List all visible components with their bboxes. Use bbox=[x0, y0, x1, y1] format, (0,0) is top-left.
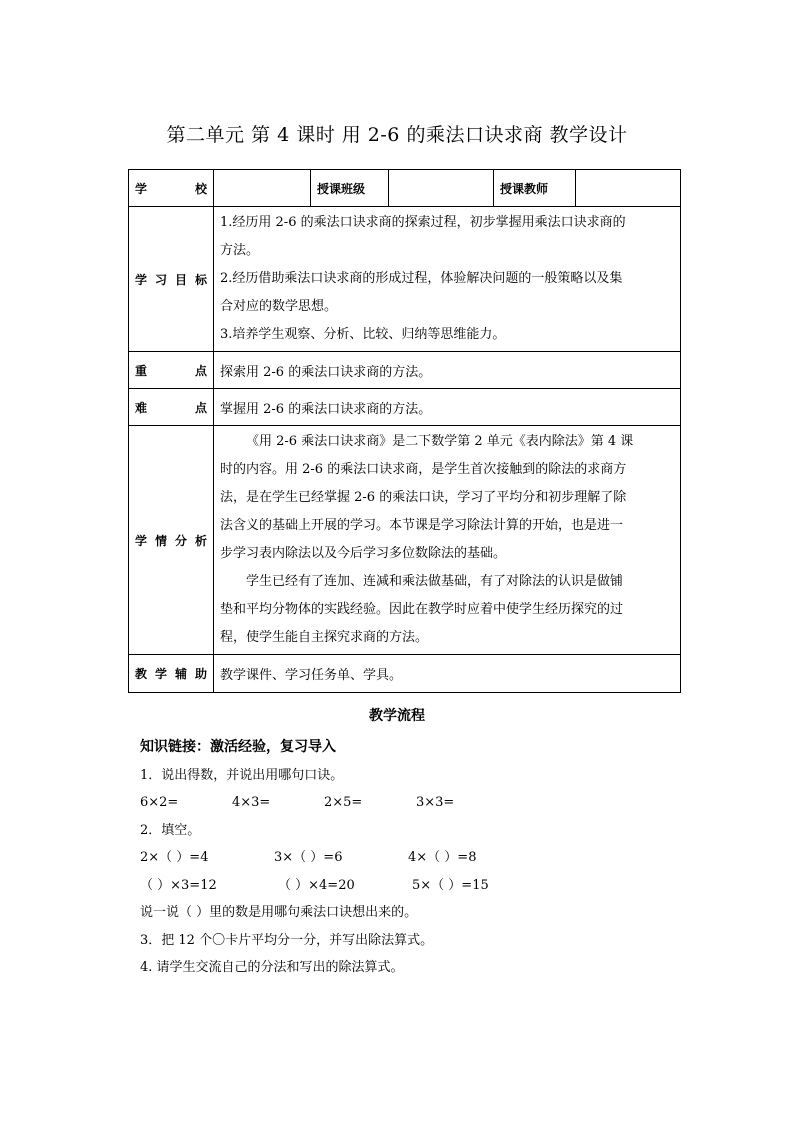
analysis-line: 步学习表内除法以及今后学习多位数除法的基础。 bbox=[220, 546, 507, 561]
class-value[interactable] bbox=[389, 170, 494, 207]
goal-line: 合对应的数学思想。 bbox=[220, 299, 338, 314]
analysis-line: 垫和平均分物体的实践经验。因此在教学时应着中使学生经历探究的过 bbox=[220, 602, 624, 617]
key-label: 重 点 bbox=[129, 352, 214, 389]
question-4: 4. 请学生交流自己的分法和写出的除法算式。 bbox=[140, 960, 404, 975]
q2-item: 3×（ ）=6 bbox=[274, 850, 343, 865]
school-label: 学 校 bbox=[129, 170, 214, 207]
flow-heading: 知识链接：激活经验，复习导入 bbox=[140, 739, 336, 755]
analysis-line: 学生已经有了连加、连减和乘法做基础，有了对除法的认识是做铺 bbox=[246, 574, 624, 589]
question-2-row-2 bbox=[140, 872, 700, 900]
analysis-content bbox=[214, 426, 681, 655]
question-3: 3．把 12 个〇卡片平均分一分，并写出除法算式。 bbox=[140, 932, 434, 948]
info-row-difficult bbox=[129, 389, 681, 426]
page-title: 第二单元 第 4 课时 用 2-6 的乘法口诀求商 教学设计 bbox=[166, 124, 628, 146]
question-1: 1．说出得数，并说出用哪句口诀。 bbox=[140, 767, 344, 783]
info-row-key bbox=[129, 352, 681, 389]
analysis-line: 《用 2-6 乘法口诀求商》是二下数学第 2 单元《表内除法》第 4 课 bbox=[246, 434, 634, 449]
analysis-line: 时的内容。用 2-6 的乘法口诀求商，是学生首次接触到的除法的求商方 bbox=[220, 462, 627, 477]
class-label: 授课班级 bbox=[311, 170, 389, 207]
q1-item: 2×5= bbox=[324, 795, 363, 810]
flow-title: 教学流程 bbox=[369, 708, 425, 724]
info-row-analysis bbox=[129, 426, 681, 655]
teacher-value[interactable] bbox=[576, 170, 681, 207]
question-1-items bbox=[140, 789, 700, 817]
q2-item: （ ）×4=20 bbox=[278, 877, 355, 893]
school-value[interactable] bbox=[214, 170, 311, 207]
q2-item: 4×（ ）=8 bbox=[408, 850, 477, 865]
difficult-value: 掌握用 2-6 的乘法口诀求商的方法。 bbox=[214, 389, 681, 426]
goal-line: 1.经历用 2-6 的乘法口诀求商的探索过程，初步掌握用乘法口诀求商的 bbox=[220, 215, 626, 230]
analysis-line: 程，使学生能自主探究求商的方法。 bbox=[220, 630, 429, 645]
q2-item: 5×（ ）=15 bbox=[412, 877, 489, 893]
q2-item: 2×（ ）=4 bbox=[140, 850, 209, 865]
lesson-info-table bbox=[128, 169, 681, 693]
info-row-header bbox=[129, 170, 681, 207]
q1-item: 3×3= bbox=[416, 795, 455, 810]
goals-label: 学习目标 bbox=[129, 207, 214, 352]
aids-value: 教学课件、学习任务单、学具。 bbox=[214, 655, 681, 693]
goal-line: 方法。 bbox=[220, 243, 260, 258]
goal-line: 3.培养学生观察、分析、比较、归纳等思维能力。 bbox=[220, 327, 506, 342]
analysis-line: 法，是在学生已经掌握 2-6 的乘法口诀，学习了平均分和初步理解了除 bbox=[220, 490, 627, 505]
goals-content bbox=[214, 207, 681, 352]
q1-item: 4×3= bbox=[232, 795, 271, 810]
question-2: 2．填空。 bbox=[140, 822, 201, 838]
flow-section bbox=[140, 734, 700, 982]
aids-label: 教学辅助 bbox=[129, 655, 214, 693]
teacher-label: 授课教师 bbox=[494, 170, 576, 207]
info-row-goals bbox=[129, 207, 681, 352]
difficult-label: 难 点 bbox=[129, 389, 214, 426]
q1-item: 6×2= bbox=[140, 795, 179, 810]
key-value: 探索用 2-6 的乘法口诀求商的方法。 bbox=[214, 352, 681, 389]
analysis-label: 学情分析 bbox=[129, 426, 214, 655]
question-2-note: 说一说（ ）里的数是用哪句乘法口诀想出来的。 bbox=[140, 905, 418, 920]
info-row-aids bbox=[129, 655, 681, 693]
analysis-line: 法含义的基础上开展的学习。本节课是学习除法计算的开始，也是进一 bbox=[220, 518, 624, 533]
question-2-row-1 bbox=[140, 844, 700, 872]
q2-item: （ ）×3=12 bbox=[140, 877, 217, 893]
goal-line: 2.经历借助乘法口诀求商的形成过程，体验解决问题的一般策略以及集 bbox=[220, 271, 623, 286]
